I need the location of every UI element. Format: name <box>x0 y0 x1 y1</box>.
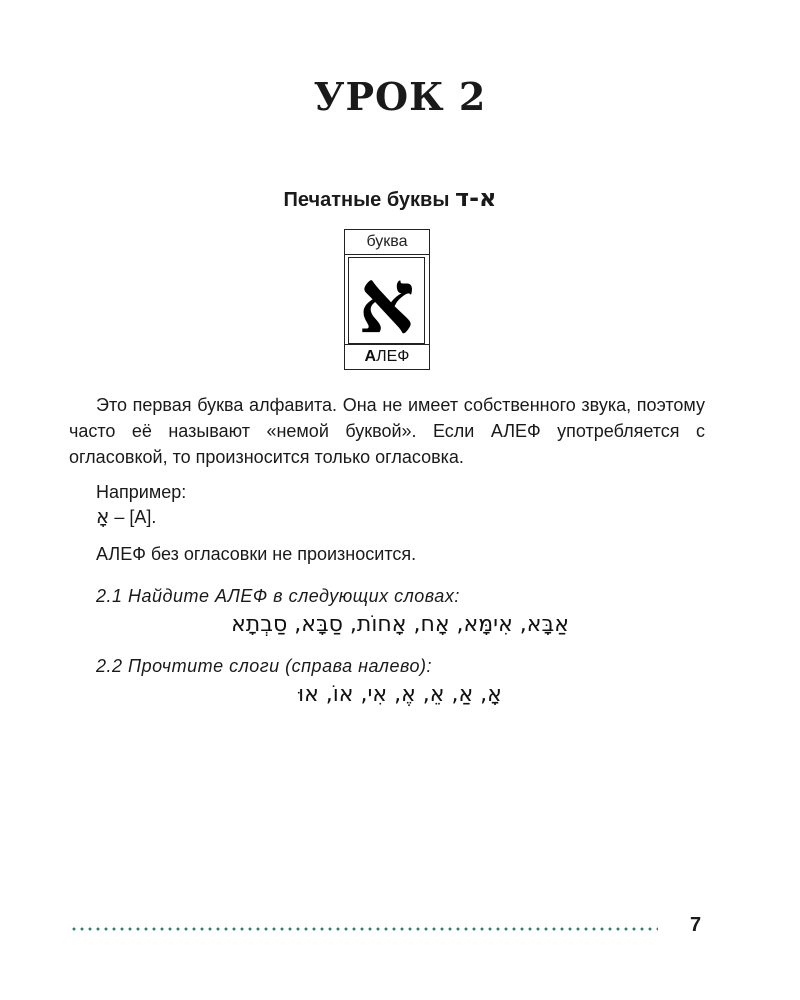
lesson-title: УРОК 2 <box>313 74 487 119</box>
footer-dotted-rule <box>70 926 658 932</box>
example-transcription: – [А]. <box>109 507 157 527</box>
section-letters-range: א-ד <box>454 184 497 212</box>
letter-card-name <box>345 344 429 369</box>
letter-card-name-first: А <box>364 348 377 365</box>
letter-card-glyph: א <box>358 249 415 353</box>
section-title-text: Печатные буквы <box>283 189 450 211</box>
page-number: 7 <box>690 914 702 936</box>
task-2-label: 2.2 Прочтите слоги (справа налево): <box>96 656 432 676</box>
note-text: АЛЕФ без огласовки не произносится. <box>96 544 417 564</box>
example-line <box>96 504 156 529</box>
section-title <box>0 184 780 212</box>
example-label: Например: <box>96 482 187 502</box>
description-text: Это первая буква алфавита. Она не имеет собственного звука, поэтому часто её называют «немой буквой». Если АЛЕФ употребляется с огласовкой, то произносится только огласовка. <box>69 395 705 467</box>
task-2-syllables: אָ, אַ, אֵ, אֶ, אִי, אוֹ, אוּ <box>298 682 502 707</box>
example-hebrew: אָ <box>96 504 110 528</box>
letter-card-header: буква <box>345 230 429 255</box>
task-1-label: 2.1 Найдите АЛЕФ в следующих словах: <box>96 586 460 606</box>
task-1-words: אַבָּא, אִימָּא, אָח, אָחוֹת, סַבָּא, סַבְתָא <box>231 612 569 637</box>
letter-card <box>344 229 430 370</box>
description-paragraph <box>69 392 705 470</box>
letter-card-glyph-box <box>348 249 425 353</box>
letter-card-name-rest: ЛЕФ <box>376 348 410 365</box>
